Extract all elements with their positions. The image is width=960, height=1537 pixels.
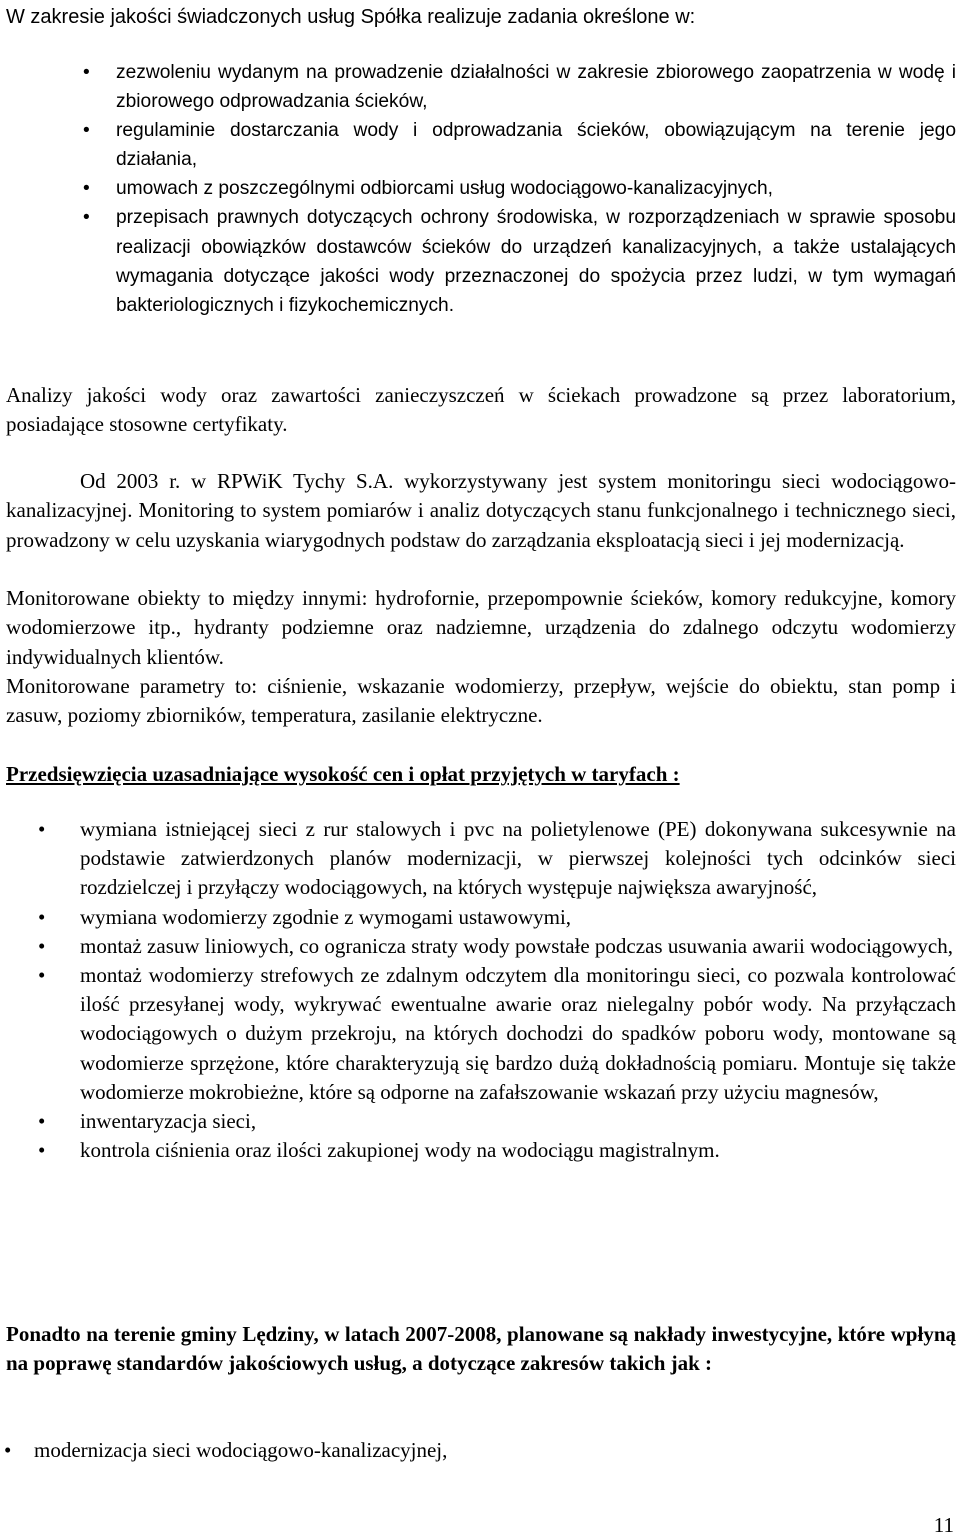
paragraph-analizy: Analizy jakości wody oraz zawartości zanieczyszczeń w ściekach prowadzone są przez laboratorium, posiadające stosowne certyfikaty. bbox=[6, 383, 956, 437]
list-item bbox=[0, 903, 960, 932]
bullet-icon: • bbox=[83, 178, 90, 200]
list-item-text: zezwoleniu wydanym na prowadzenie działalności w zakresie zbiorowego zaopatrzenia w wodę i zbiorowego odprowadzania ścieków, bbox=[116, 62, 956, 113]
list-item-text: wymiana wodomierzy zgodnie z wymogami ustawowymi, bbox=[80, 904, 572, 929]
list-item-text: regulaminie dostarczania wody i odprowadzania ścieków, obowiązującym na terenie jego działania, bbox=[116, 120, 956, 171]
list-item bbox=[0, 1107, 960, 1136]
bullet-icon: • bbox=[83, 207, 90, 229]
bullet-icon: • bbox=[83, 120, 90, 142]
scope-list bbox=[0, 1436, 960, 1465]
list-item bbox=[0, 116, 960, 174]
list-item-text: montaż zasuw liniowych, co ogranicza straty wody powstałe podczas usuwania awarii wodociągowych, bbox=[80, 933, 953, 958]
list-item-text: modernizacja sieci wodociągowo-kanalizacyjnej, bbox=[34, 1438, 448, 1462]
bullet-icon: • bbox=[4, 1438, 12, 1462]
bullet-icon: • bbox=[38, 817, 46, 841]
list-item-text: wymiana istniejącej sieci z rur stalowych i pvc na polietylenowe (PE) dokonywana sukcesywnie na podstawie zatwierdzonych planów modernizacji, w pierwszej kolejności tych odcinków sieci rozdzielczej i przyłączy wodociągowych, na których występuje największa awaryjność, bbox=[80, 817, 956, 900]
list-item-text: inwentaryzacja sieci, bbox=[80, 1109, 257, 1134]
list-item bbox=[0, 1136, 960, 1165]
bullet-icon: • bbox=[38, 963, 46, 988]
list-item bbox=[0, 932, 960, 961]
bullet-icon: • bbox=[38, 933, 46, 958]
list-item bbox=[0, 1436, 960, 1465]
paragraph-monitoring bbox=[6, 467, 956, 555]
bullet-icon: • bbox=[83, 62, 90, 83]
paragraph-obiekty: Monitorowane obiekty to między innymi: hydrofornie, przepompownie ścieków, komory redukcyjne, komory wodomierzowe itp., hydranty podziemne oraz nadziemne, urządzenia do zdalnego odczytu wodomierzy indywidualnych klientów. bbox=[6, 586, 956, 669]
list-item-text: montaż wodomierzy strefowych ze zdalnym odczytem dla monitoringu sieci, co pozwala kontrolować ilość przesyłanej wody, wykrywać ewentualne awarie oraz nielegalny pobór wody. Na przyłączach wodociągowych o dużym przekroju, na których dochodzi do spadków poboru wody, montowane są wodomierze sprzężone, które charakteryzują się bardzo dużą dokładnością pomiaru. Montuje się także wodomierze mokrobieżne, które są odporne na zafałszowanie wskazań przy użyciu magnesów, bbox=[80, 963, 956, 1104]
bullet-icon: • bbox=[38, 1138, 46, 1163]
paragraph-monitoring-text: Od 2003 r. w RPWiK Tychy S.A. wykorzystywany jest system monitoringu sieci wodociągowo-kanalizacyjnej. Monitoring to system pomiarów i analiz dotyczących stanu funkcjonalnego i technicznego sieci, prowadzony w celu uzyskania wiarygodnych podstaw do zarządzania eksploatacją sieci i jej modernizacją. bbox=[6, 469, 956, 552]
intro-text: W zakresie jakości świadczonych usług Spółka realizuje zadania określone w: bbox=[6, 6, 696, 28]
list-item bbox=[0, 174, 960, 203]
list-item bbox=[0, 815, 960, 903]
investments-list bbox=[0, 815, 960, 1165]
list-item bbox=[0, 58, 960, 116]
bullet-icon: • bbox=[38, 1109, 46, 1134]
paragraph-ponadto: Ponadto na terenie gminy Lędziny, w latach 2007-2008, planowane są nakłady inwestycyjne, które wpłyną na poprawę standardów jakościowych usług, a dotyczące zakresów takich jak : bbox=[6, 1322, 956, 1375]
regulations-list bbox=[0, 58, 960, 320]
list-item bbox=[0, 203, 960, 319]
page-number: 11 bbox=[933, 1513, 954, 1537]
section-heading: Przedsięwzięcia uzasadniające wysokość cen i opłat przyjętych w taryfach : bbox=[6, 762, 680, 786]
list-item bbox=[0, 961, 960, 1107]
list-item-text: umowach z poszczególnymi odbiorcami usług wodociągowo-kanalizacyjnych, bbox=[116, 178, 773, 200]
list-item-text: kontrola ciśnienia oraz ilości zakupionej wody na wodociągu magistralnym. bbox=[80, 1138, 720, 1163]
list-item-text: przepisach prawnych dotyczących ochrony środowiska, w rozporządzeniach w sprawie sposobu realizacji obowiązków dostawców ścieków do urządzeń kanalizacyjnych, a także ustalających wymagania dotyczące jakości wody przeznaczonej do spożycia przez ludzi, w tym wymagań bakteriologicznych i fizykochemicznych. bbox=[116, 207, 956, 316]
paragraph-parametry: Monitorowane parametry to: ciśnienie, wskazanie wodomierzy, przepływ, wejście do obiektu, stan pomp i zasuw, poziomy zbiorników, temperatura, zasilanie elektryczne. bbox=[6, 674, 956, 728]
bullet-icon: • bbox=[38, 904, 46, 929]
